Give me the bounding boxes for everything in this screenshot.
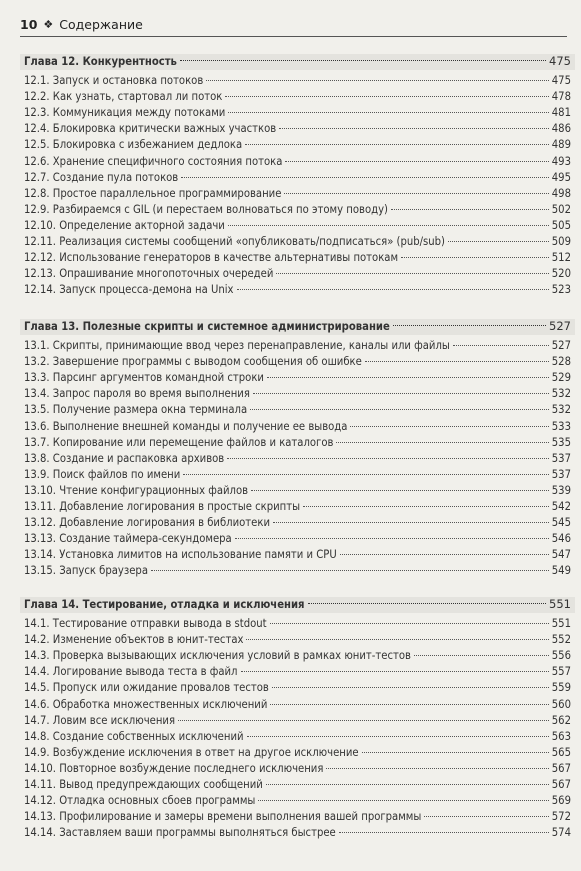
leader-dots (339, 832, 549, 833)
leader-dots (178, 720, 549, 721)
leader-dots (453, 345, 549, 346)
leader-dots (250, 409, 549, 410)
entry-label: 14.3. Проверка вызывающих исключения условий в рамках юнит-тестов (24, 649, 411, 663)
entry-page: 489 (551, 138, 571, 152)
entry-page: 523 (551, 283, 571, 297)
toc-entry[interactable] (24, 138, 571, 154)
entry-page: 549 (551, 564, 571, 578)
entry-label: 12.3. Коммуникация между потоками (24, 106, 226, 120)
entry-page: 557 (551, 665, 571, 679)
leader-dots (206, 80, 549, 81)
ornament-icon: ❖ (43, 17, 54, 31)
toc-entry[interactable] (24, 617, 571, 633)
chapter-title: Глава 12. Конкурентность (24, 55, 177, 68)
leader-dots (270, 623, 549, 624)
leader-dots (303, 506, 549, 507)
leader-dots (285, 161, 548, 162)
entry-page: 527 (551, 339, 571, 353)
leader-dots (350, 426, 548, 427)
entry-label: 13.1. Скрипты, принимающие ввод через перенаправление, каналы или файлы (24, 339, 450, 353)
toc-entry[interactable] (24, 452, 571, 468)
entry-label: 13.8. Создание и распаковка архивов (24, 451, 225, 465)
entry-page: 567 (551, 761, 571, 775)
entry-page: 556 (551, 649, 571, 663)
chapter-heading[interactable] (20, 54, 575, 70)
leader-dots (267, 377, 549, 378)
entry-page: 542 (551, 500, 571, 514)
leader-dots (225, 96, 548, 97)
entry-page: 560 (551, 697, 571, 711)
leader-dots (365, 361, 549, 362)
entry-page: 563 (551, 729, 571, 743)
page-number: 10 (20, 16, 38, 32)
entry-label: 12.4. Блокировка критически важных участков (24, 122, 277, 136)
toc-entry[interactable] (24, 516, 571, 532)
entry-label: 13.3. Парсинг аргументов командной строки (24, 371, 264, 385)
entry-label: 13.14. Установка лимитов на использование памяти и CPU (24, 548, 337, 562)
entry-page: 539 (551, 483, 571, 497)
toc-entry[interactable] (24, 649, 571, 665)
entry-page: 498 (551, 186, 571, 200)
toc-chapter (24, 319, 571, 581)
toc-entry[interactable] (24, 283, 571, 299)
toc-entry[interactable] (24, 564, 571, 580)
entry-label: 13.2. Завершение программы с выводом сообщения об ошибке (24, 355, 362, 369)
entry-page: 569 (551, 794, 571, 808)
entry-label: 13.13. Создание таймера-секундомера (24, 532, 232, 546)
entry-page: 535 (551, 435, 571, 449)
leader-dots (326, 768, 548, 769)
entry-page: 532 (551, 403, 571, 417)
entry-label: 12.12. Использование генераторов в качестве альтернативы потокам (24, 251, 399, 265)
leader-dots (253, 393, 549, 394)
toc-entry[interactable] (24, 698, 571, 714)
entry-page: 505 (551, 218, 571, 232)
entry-label: 13.5. Получение размера окна терминала (24, 403, 248, 417)
entry-label: 12.1. Запуск и остановка потоков (24, 74, 204, 88)
toc-entry[interactable] (24, 436, 571, 452)
entry-label: 12.14. Запуск процесса-демона на Unix (24, 283, 234, 297)
toc-entry[interactable] (24, 500, 571, 516)
entry-label: 14.13. Профилирование и замеры времени выполнения вашей программы (24, 810, 422, 824)
leader-dots (414, 655, 549, 656)
leader-dots (241, 671, 549, 672)
toc-entry[interactable] (24, 794, 571, 810)
entry-page: 486 (551, 122, 571, 136)
toc-entry[interactable] (24, 714, 571, 730)
leader-dots (279, 128, 549, 129)
leader-dots (424, 816, 548, 817)
leader-dots (336, 442, 548, 443)
entry-page: 533 (551, 419, 571, 433)
leader-dots (273, 522, 549, 523)
toc-entry[interactable] (24, 74, 571, 90)
entry-label: 14.7. Ловим все исключения (24, 713, 176, 727)
entry-label: 13.11. Добавление логирования в простые скрипты (24, 500, 301, 514)
toc-entry[interactable] (24, 420, 571, 436)
entry-label: 12.8. Простое параллельное программирование (24, 186, 282, 200)
chapter-page: 551 (549, 597, 571, 611)
entry-label: 14.11. Вывод предупреждающих сообщений (24, 778, 263, 792)
entry-page: 552 (551, 633, 571, 647)
entry-page: 520 (551, 267, 571, 281)
toc-entry[interactable] (24, 548, 571, 564)
toc-entry[interactable] (24, 219, 571, 235)
toc-entry[interactable] (24, 371, 571, 387)
entry-label: 14.4. Логирование вывода теста в файл (24, 665, 238, 679)
entry-label: 14.2. Изменение объектов в юнит-тестах (24, 633, 244, 647)
entry-label: 14.14. Заставляем ваши программы выполняться быстрее (24, 826, 336, 840)
leader-dots (151, 570, 549, 571)
entry-page: 481 (551, 106, 571, 120)
entry-page: 528 (551, 355, 571, 369)
entry-page: 475 (551, 74, 571, 88)
leader-dots (235, 538, 549, 539)
leader-dots (237, 289, 549, 290)
leader-dots (276, 273, 548, 274)
entry-label: 14.10. Повторное возбуждение последнего исключения (24, 761, 324, 775)
leader-dots (284, 193, 548, 194)
entry-page: 493 (551, 154, 571, 168)
toc-entry[interactable] (24, 665, 571, 681)
toc-entry[interactable] (24, 171, 571, 187)
entry-label: 14.5. Пропуск или ожидание провалов тестов (24, 681, 269, 695)
entry-page: 574 (551, 826, 571, 840)
entry-page: 559 (551, 681, 571, 695)
chapter-title: Глава 14. Тестирование, отладка и исключения (24, 598, 305, 611)
leader-dots (228, 112, 548, 113)
entry-label: 13.12. Добавление логирования в библиотеки (24, 516, 270, 530)
running-title: Содержание (59, 16, 143, 32)
entry-page: 567 (551, 778, 571, 792)
leader-dots (272, 687, 549, 688)
entry-label: 13.6. Выполнение внешней команды и получение ее вывода (24, 419, 348, 433)
toc-entry[interactable] (24, 730, 571, 746)
toc-entry[interactable] (24, 484, 571, 500)
leader-dots (251, 490, 549, 491)
leader-dots (340, 554, 549, 555)
entry-label: 12.6. Хранение специфичного состояния потока (24, 154, 283, 168)
entry-label: 13.10. Чтение конфигурационных файлов (24, 483, 249, 497)
leader-dots (246, 639, 548, 640)
toc-entry[interactable] (24, 251, 571, 267)
leader-dots (266, 784, 549, 785)
entry-page: 547 (551, 548, 571, 562)
entry-page: 532 (551, 387, 571, 401)
leader-dots (270, 704, 548, 705)
leader-dots (258, 800, 548, 801)
entry-page: 529 (551, 371, 571, 385)
leader-dots (393, 325, 546, 326)
entry-page: 495 (551, 170, 571, 184)
leader-dots (362, 752, 549, 753)
entry-label: 12.5. Блокировка с избежанием дедлока (24, 138, 243, 152)
entry-page: 546 (551, 532, 571, 546)
running-head (20, 12, 567, 37)
entry-label: 13.4. Запрос пароля во время выполнения (24, 387, 250, 401)
entry-label: 12.9. Разбираемся с GIL (и перестаем волноваться по этому поводу) (24, 202, 388, 216)
toc-entry[interactable] (24, 762, 571, 778)
leader-dots (245, 144, 549, 145)
entry-page: 572 (551, 810, 571, 824)
toc-entry[interactable] (24, 746, 571, 762)
leader-dots (183, 474, 549, 475)
entry-label: 12.11. Реализация системы сообщений «опубликовать/подписаться» (pub/sub) (24, 235, 445, 249)
entry-label: 14.12. Отладка основных сбоев программы (24, 794, 256, 808)
toc-entry[interactable] (24, 532, 571, 548)
toc-entry[interactable] (24, 187, 571, 203)
entry-label: 14.1. Тестирование отправки вывода в stdout (24, 617, 267, 631)
toc-entry[interactable] (24, 468, 571, 484)
entry-page: 545 (551, 516, 571, 530)
chapter-heading[interactable] (20, 597, 575, 613)
entry-label: 12.2. Как узнать, стартовал ли поток (24, 90, 223, 104)
leader-dots (391, 209, 549, 210)
toc-entry[interactable] (24, 826, 571, 842)
entry-page: 537 (551, 451, 571, 465)
chapter-title: Глава 13. Полезные скрипты и системное администрирование (24, 320, 390, 333)
toc-chapter (24, 54, 571, 299)
toc-entry[interactable] (24, 810, 571, 826)
entry-label: 14.8. Создание собственных исключений (24, 729, 244, 743)
entry-page: 502 (551, 202, 571, 216)
entry-label: 12.7. Создание пула потоков (24, 170, 179, 184)
toc-entry[interactable] (24, 203, 571, 219)
toc-entry[interactable] (24, 267, 571, 283)
toc-entry[interactable] (24, 633, 571, 649)
entry-label: 13.15. Запуск браузера (24, 564, 148, 578)
leader-dots (180, 60, 546, 61)
chapter-page: 475 (549, 54, 571, 68)
leader-dots (227, 458, 549, 459)
entry-page: 509 (551, 235, 571, 249)
chapter-page: 527 (549, 319, 571, 333)
leader-dots (401, 257, 549, 258)
entry-page: 562 (551, 713, 571, 727)
entry-page: 537 (551, 467, 571, 481)
entry-page: 565 (551, 745, 571, 759)
leader-dots (308, 603, 547, 604)
toc-entry[interactable] (24, 122, 571, 138)
entry-page: 551 (551, 617, 571, 631)
entry-label: 14.6. Обработка множественных исключений (24, 697, 268, 711)
leader-dots (247, 736, 549, 737)
chapter-heading[interactable] (20, 319, 575, 335)
entry-label: 12.13. Опрашивание многопоточных очередей (24, 267, 274, 281)
toc-entry[interactable] (24, 778, 571, 794)
toc-chapter (24, 597, 571, 842)
leader-dots (448, 241, 549, 242)
toc-entry[interactable] (24, 681, 571, 697)
leader-dots (228, 225, 549, 226)
entry-label: 13.9. Поиск файлов по имени (24, 467, 181, 481)
toc-entry[interactable] (24, 355, 571, 371)
entry-page: 512 (551, 251, 571, 265)
entry-label: 13.7. Копирование или перемещение файлов и каталогов (24, 435, 334, 449)
entry-label: 12.10. Определение акторной задачи (24, 218, 225, 232)
entry-label: 14.9. Возбуждение исключения в ответ на другое исключение (24, 745, 359, 759)
toc-entry[interactable] (24, 403, 571, 419)
toc-entry[interactable] (24, 106, 571, 122)
toc-entry[interactable] (24, 235, 571, 251)
toc-entry[interactable] (24, 339, 571, 355)
toc-entry[interactable] (24, 387, 571, 403)
entry-page: 478 (551, 90, 571, 104)
leader-dots (181, 177, 549, 178)
toc-entry[interactable] (24, 155, 571, 171)
toc-entry[interactable] (24, 90, 571, 106)
